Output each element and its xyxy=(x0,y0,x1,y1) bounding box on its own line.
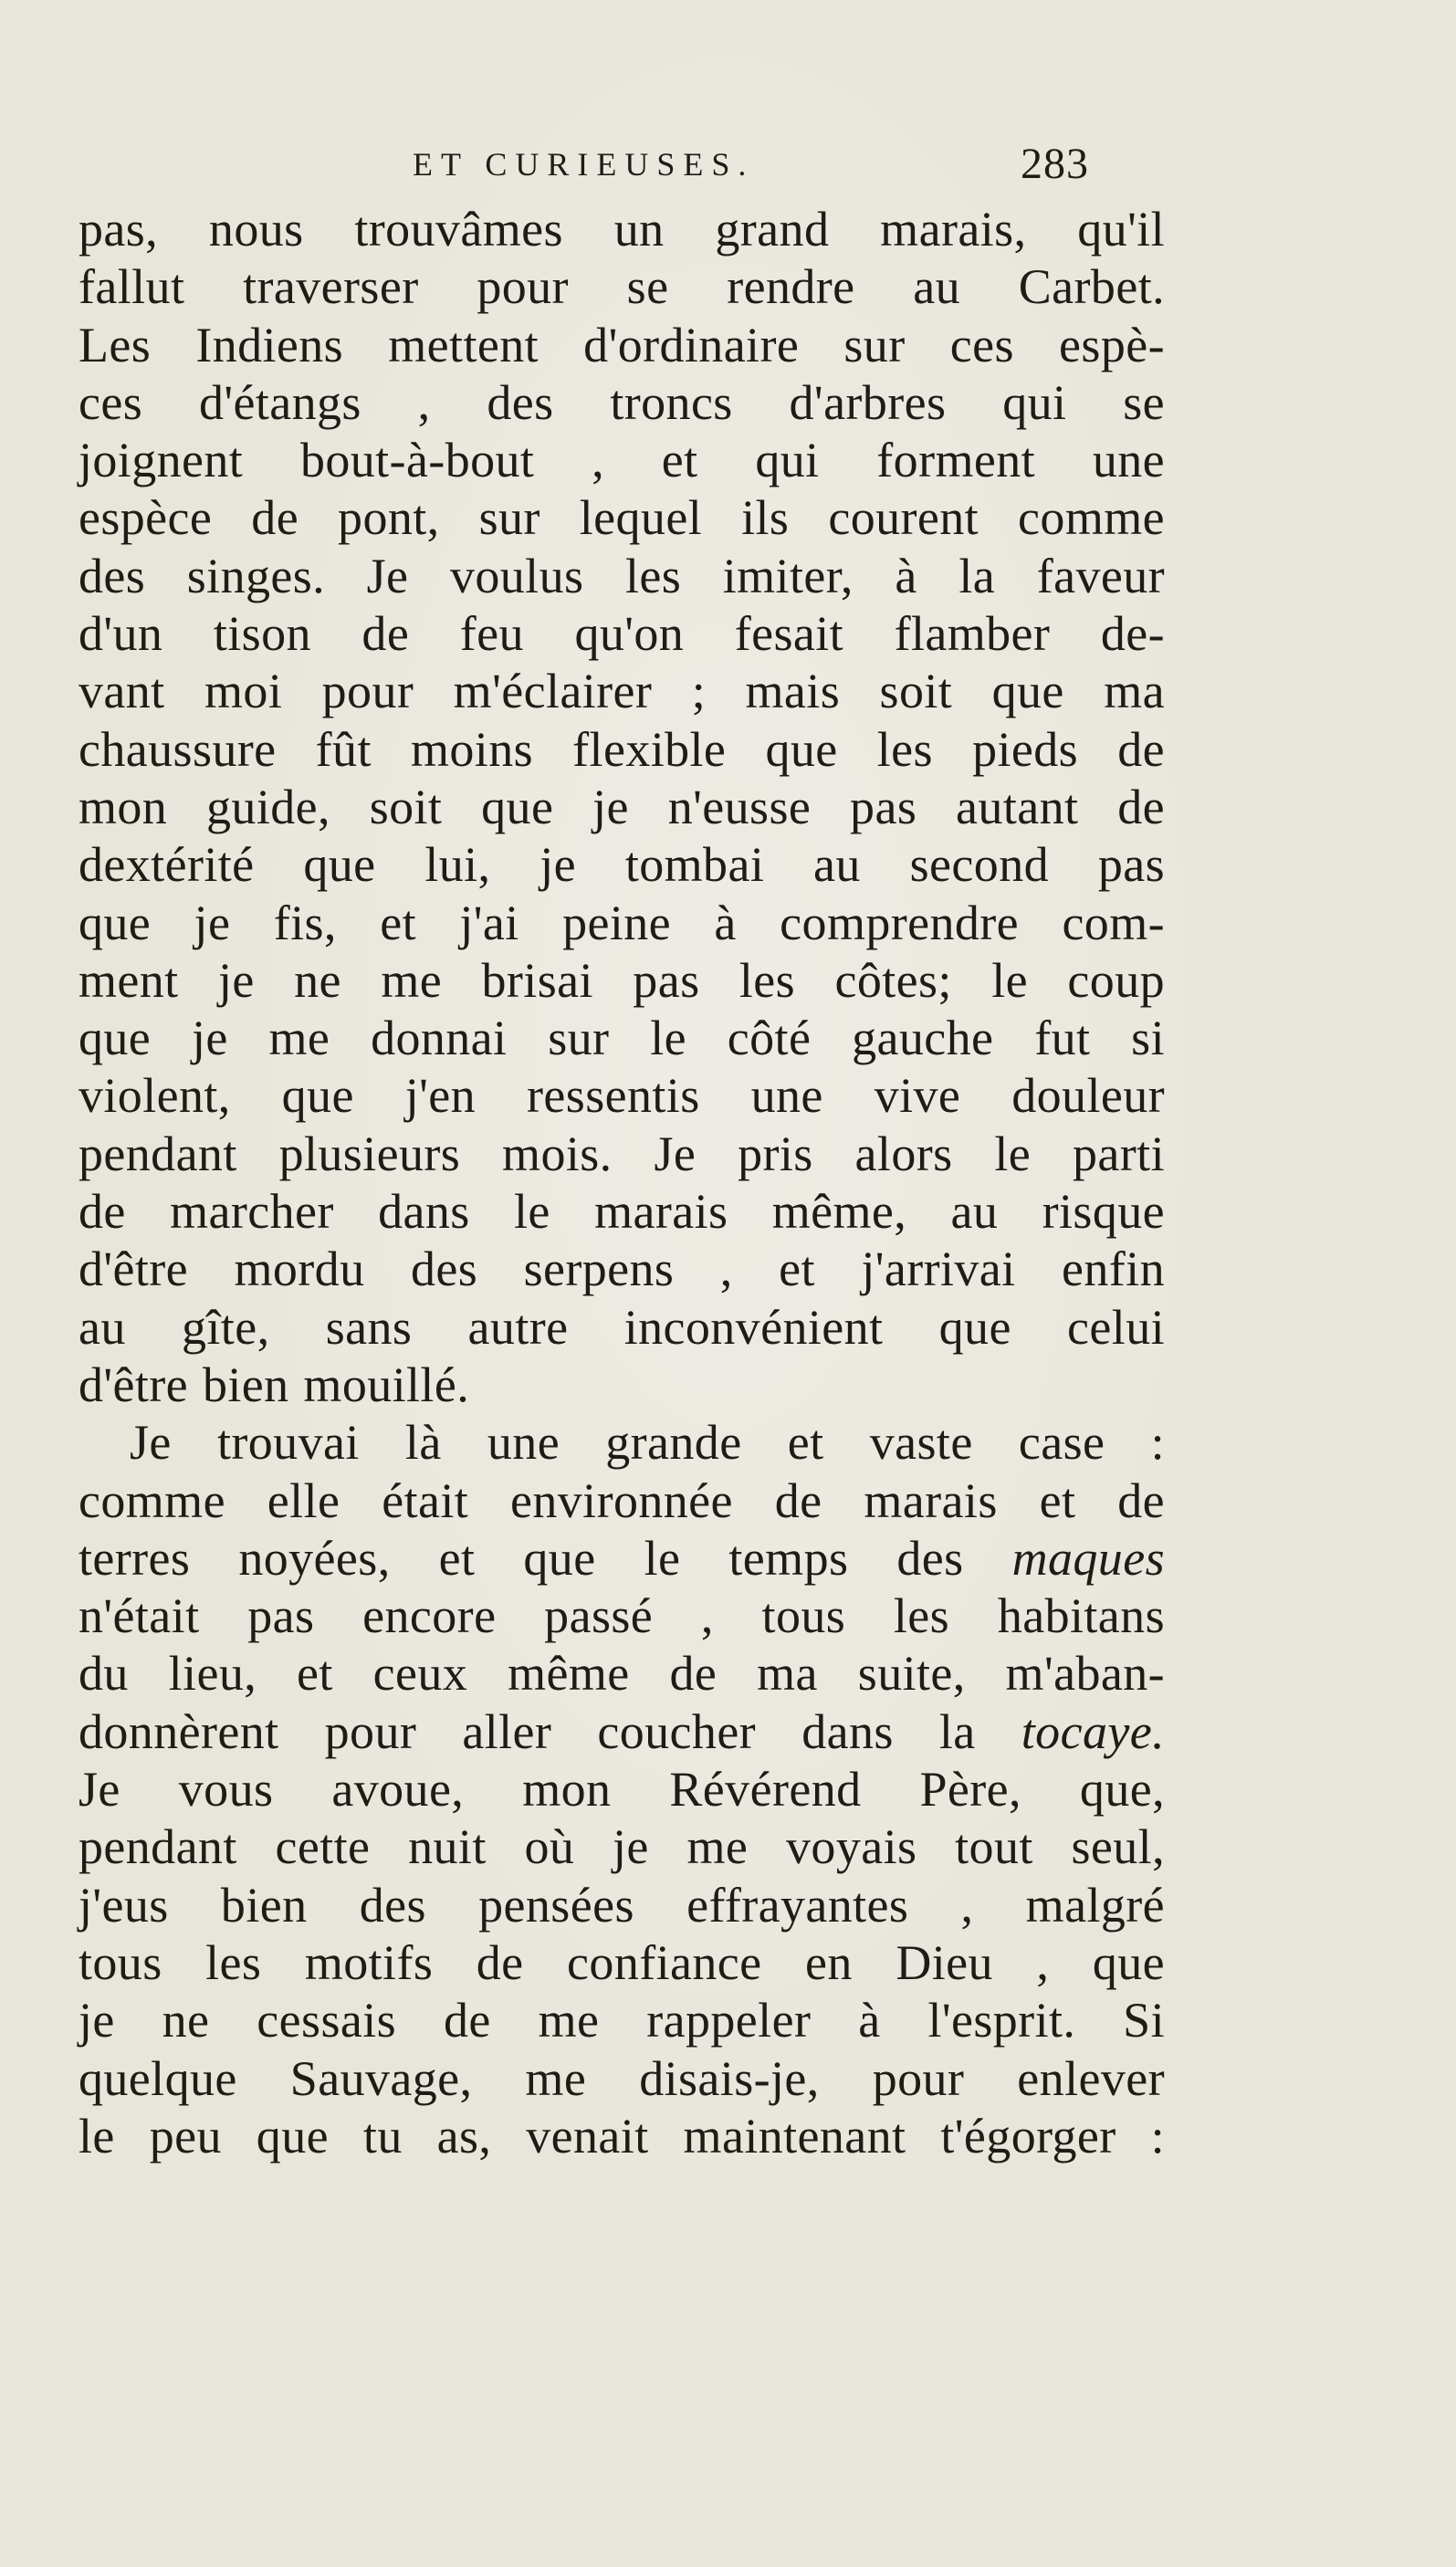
text-line: j'eus bien des pensées effrayantes , malgré xyxy=(79,1877,1165,1933)
text-line: tous les motifs de confiance en Dieu , que xyxy=(79,1934,1165,1990)
text-line: le peu que tu as, venait maintenant t'égorger : xyxy=(79,2108,1165,2164)
text-run: terres noyées, et que le temps des xyxy=(79,1530,1012,1586)
text-line: fallut traverser pour se rendre au Carbet. xyxy=(79,259,1165,315)
text-line: ment je ne me brisai pas les côtes; le coup xyxy=(79,952,1165,1008)
text-line: espèce de pont, sur lequel ils courent comme xyxy=(79,490,1165,546)
paragraph-2 xyxy=(79,1414,1165,2165)
text-line: de marcher dans le marais même, au risque xyxy=(79,1184,1165,1240)
text-line: d'un tison de feu qu'on fesait flamber de- xyxy=(79,606,1165,662)
text-line: ces d'étangs , des troncs d'arbres qui se xyxy=(79,374,1165,430)
text-line: mon guide, soit que je n'eusse pas autant de xyxy=(79,779,1165,834)
text-line xyxy=(79,1530,1165,1587)
text-line: que je fis, et j'ai peine à comprendre com- xyxy=(79,895,1165,950)
text-line: quelque Sauvage, me disais-je, pour enlever xyxy=(79,2050,1165,2106)
text-line: Les Indiens mettent d'ordinaire sur ces espè- xyxy=(79,317,1165,372)
text-line: d'être bien mouillé. xyxy=(79,1357,470,1412)
text-line: Je vous avoue, mon Révérend Père, que, xyxy=(79,1762,1165,1818)
running-head xyxy=(0,137,1456,192)
text-line: comme elle était environnée de marais et de xyxy=(79,1472,1165,1528)
page-number: 283 xyxy=(1021,140,1089,188)
text-line: chaussure fût moins flexible que les pieds de xyxy=(79,721,1165,777)
text-line: pendant plusieurs mois. Je pris alors le parti xyxy=(79,1126,1165,1181)
text-line: je ne cessais de me rappeler à l'esprit. Si xyxy=(79,1993,1165,2048)
text-line: au gîte, sans autre inconvénient que celui xyxy=(79,1299,1165,1355)
text-line: pendant cette nuit où je me voyais tout seul, xyxy=(79,1819,1165,1875)
body-text xyxy=(79,201,1165,2165)
text-line: pas, nous trouvâmes un grand marais, qu'il xyxy=(79,202,1165,257)
paragraph-1 xyxy=(79,201,1165,1414)
text-line: vant moi pour m'éclairer ; mais soit que ma xyxy=(79,664,1165,719)
text-line: des singes. Je voulus les imiter, à la faveur xyxy=(79,548,1165,603)
text-line: joignent bout-à-bout , et qui forment une xyxy=(79,433,1165,488)
text-line: n'était pas encore passé , tous les habitans xyxy=(79,1588,1165,1644)
italic-term: tocaye. xyxy=(1021,1703,1165,1759)
text-line: dextérité que lui, je tombai au second pas xyxy=(79,837,1165,893)
text-line: Je trouvai là une grande et vaste case : xyxy=(130,1415,1165,1471)
text-line: violent, que j'en ressentis une vive douleur xyxy=(79,1068,1165,1124)
text-line: du lieu, et ceux même de ma suite, m'aban- xyxy=(79,1646,1165,1702)
text-run: donnèrent pour aller coucher dans la xyxy=(79,1703,1021,1759)
italic-term: maques xyxy=(1011,1530,1165,1586)
running-title: ET CURIEUSES. xyxy=(413,146,755,183)
text-line: que je me donnai sur le côté gauche fut si xyxy=(79,1011,1165,1066)
text-line: d'être mordu des serpens , et j'arrivai enfin xyxy=(79,1242,1165,1297)
text-line xyxy=(79,1703,1165,1761)
